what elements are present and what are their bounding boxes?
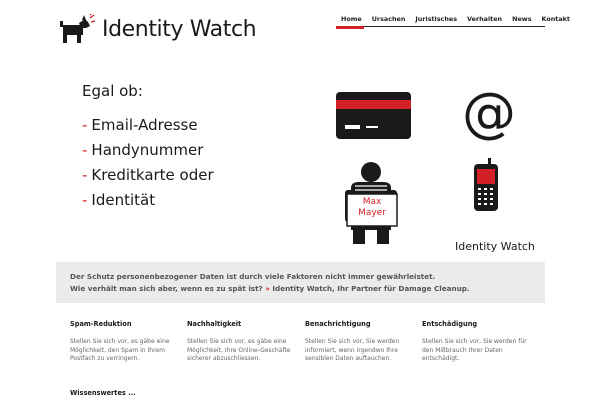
sign-line-1: Max <box>362 197 382 207</box>
sign-line-2: Mayer <box>358 208 386 218</box>
main-nav <box>336 12 570 27</box>
hero-list-text: Identität <box>91 191 156 209</box>
mobile-phone-icon <box>473 158 499 216</box>
feature-title[interactable]: Nachhaltigkeit <box>187 320 242 328</box>
hero-list <box>82 113 214 213</box>
feature-text: Stellen Sie sich vor, Sie werden für den Mißbrauch Ihrer Daten entschädigt. <box>422 338 527 363</box>
intro-line-1: Der Schutz personenbezogener Daten ist durch viele Faktoren nicht immer gewährleistet. <box>70 272 436 281</box>
feature-title[interactable]: Benachrichtigung <box>305 320 371 328</box>
feature-column <box>187 320 299 364</box>
hero-list-item <box>82 188 214 213</box>
wissenswertes-heading: Wissenswertes ... <box>70 389 136 397</box>
nav-item-home[interactable]: Home <box>341 15 362 23</box>
raquo-icon: » <box>265 284 270 293</box>
dash-bullet: - <box>82 191 88 209</box>
hero-title: Egal ob: <box>82 82 143 100</box>
nav-item-kontakt[interactable]: Kontakt <box>541 15 570 23</box>
hero-list-item <box>82 113 214 138</box>
dash-bullet: - <box>82 141 88 159</box>
logo-text: Identity Watch <box>102 16 257 42</box>
nav-item-juristisches[interactable]: Juristisches <box>415 15 458 23</box>
feature-column <box>70 320 182 364</box>
dog-barking-icon <box>60 14 96 44</box>
nav-item-news[interactable]: News <box>512 15 532 23</box>
feature-text: Stellen Sie sich vor, Sie werden informiert, wenn irgendwo Ihre sensiblen Daten auftauchen. <box>305 338 400 363</box>
hero-list-text: Handynummer <box>91 141 204 159</box>
brand-caption: Identity Watch <box>455 240 535 253</box>
hero-list-text: Kreditkarte oder <box>91 166 214 184</box>
intro-link[interactable]: Identity Watch, Ihr Partner für Damage Cleanup. <box>272 284 470 293</box>
feature-title[interactable]: Entschädigung <box>422 320 478 328</box>
dash-bullet: - <box>82 116 88 134</box>
intro-band <box>56 262 545 303</box>
feature-title[interactable]: Spam-Reduktion <box>70 320 132 328</box>
logo-link[interactable] <box>60 14 256 44</box>
nav-item-ursachen[interactable]: Ursachen <box>371 15 406 23</box>
hero-list-item <box>82 163 214 188</box>
nav-item-verhalten[interactable]: Verhalten <box>467 15 503 23</box>
intro-text <box>70 271 470 295</box>
hero-list-text: Email-Adresse <box>91 116 198 134</box>
nav-active-indicator <box>336 26 364 29</box>
credit-card-icon <box>336 92 411 143</box>
feature-text: Stellen Sie sich vor, es gäbe eine Möglichkeit, den Spam in Ihrem Postfach zu verringern. <box>70 338 170 363</box>
at-sign-icon <box>461 86 517 146</box>
feature-text: Stellen Sie sich vor, es gäbe eine Möglichkeit, Ihre Online-Geschäfte sicherer abzuschliessen. <box>187 338 291 363</box>
at-symbol: @ <box>462 86 516 142</box>
hero-list-item <box>82 138 214 163</box>
feature-column <box>422 320 534 364</box>
feature-column <box>305 320 417 364</box>
hero-section <box>82 82 214 213</box>
person-with-sign-icon <box>343 160 401 250</box>
intro-question: Wie verhält man sich aber, wenn es zu spät ist? <box>70 284 263 293</box>
intro-line-2 <box>70 283 470 295</box>
dash-bullet: - <box>82 166 88 184</box>
